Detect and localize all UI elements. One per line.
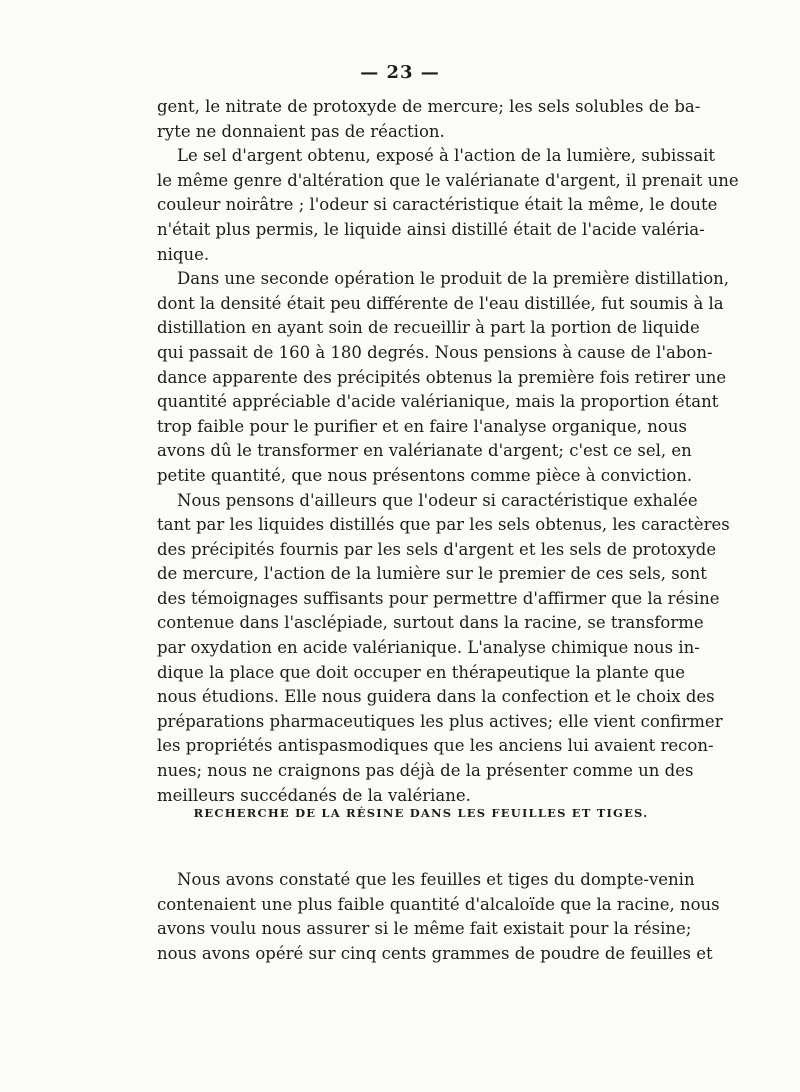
text-line: quantité appréciable d'acide valérianique, mais la proportion étant (157, 392, 719, 412)
text-line: des précipités fournis par les sels d'argent et les sels de protoxyde (157, 539, 717, 559)
text-line: avons dû le transformer en valérianate d'argent; c'est ce sel, en (157, 441, 692, 461)
text-line: dont la densité était peu différente de l'eau distillée, fut soumis à la (157, 293, 724, 313)
text-line: trop faible pour le purifier et en faire l'analyse organique, nous (157, 416, 687, 436)
text-line: Nous pensons d'ailleurs que l'odeur si caractéristique exhalée (177, 490, 698, 510)
text-line: contenue dans l'asclépiade, surtout dans la racine, se transforme (157, 613, 704, 633)
page-number: — 23 — (360, 62, 440, 83)
text-line: nues; nous ne craignons pas déjà de la présenter comme un des (157, 761, 694, 781)
text-line: Dans une seconde opération le produit de la première distillation, (177, 269, 730, 289)
paragraph (157, 144, 739, 267)
text-line: ryte ne donnaient pas de réaction. (157, 121, 445, 141)
section-heading: RECHERCHE DE LA RÉSINE DANS LES FEUILLES ET TIGES. (193, 806, 649, 820)
text-line: nous étudions. Elle nous guidera dans la confection et le choix des (157, 687, 715, 707)
text-line: dance apparente des précipités obtenus la première fois retirer une (157, 367, 727, 387)
text-line: des témoignages suffisants pour permettre d'affirmer que la résine (157, 588, 720, 608)
text-line: préparations pharmaceutiques les plus actives; elle vient confirmer (157, 711, 723, 731)
text-line: les propriétés antispasmodiques que les anciens lui avaient recon- (157, 736, 714, 756)
text-line: couleur noirâtre ; l'odeur si caractéristique était la même, le doute (157, 195, 718, 215)
text-line: distillation en ayant soin de recueillir à part la portion de liquide (157, 318, 700, 338)
text-line: dique la place que doit occuper en thérapeutique la plante que (157, 662, 685, 682)
text-line: par oxydation en acide valérianique. L'analyse chimique nous in- (157, 638, 700, 658)
text-line: de mercure, l'action de la lumière sur le premier de ces sels, sont (157, 564, 707, 584)
text-line: le même genre d'altération que le valérianate d'argent, il prenait une (157, 170, 739, 190)
text-line: n'était plus permis, le liquide ainsi distillé était de l'acide valéria- (157, 219, 705, 239)
text-line: tant par les liquides distillés que par les sels obtenus, les caractères (157, 515, 730, 535)
text-line: contenaient une plus faible quantité d'alcaloïde que la racine, nous (157, 894, 720, 914)
paragraph (157, 489, 730, 809)
text-line: meilleurs succédanés de la valériane. (157, 785, 471, 805)
paragraph (157, 868, 720, 966)
paragraph (157, 95, 701, 144)
text-line: Nous avons constaté que les feuilles et tiges du dompte-venin (177, 870, 695, 889)
paragraph (157, 267, 730, 488)
text-line: Le sel d'argent obtenu, exposé à l'action de la lumière, subissait (177, 146, 716, 166)
text-line: avons voulu nous assurer si le même fait existait pour la résine; (157, 919, 692, 939)
text-line: qui passait de 160 à 180 degrés. Nous pensions à cause de l'abon- (157, 342, 713, 362)
text-line: gent, le nitrate de protoxyde de mercure; les sels solubles de ba- (157, 97, 701, 116)
body-text-bottom (157, 868, 720, 966)
body-text-top (157, 95, 739, 808)
text-line: nous avons opéré sur cinq cents grammes de poudre de feuilles et (157, 943, 713, 963)
text-line: nique. (157, 244, 210, 264)
text-line: petite quantité, que nous présentons comme pièce à conviction. (157, 465, 693, 485)
